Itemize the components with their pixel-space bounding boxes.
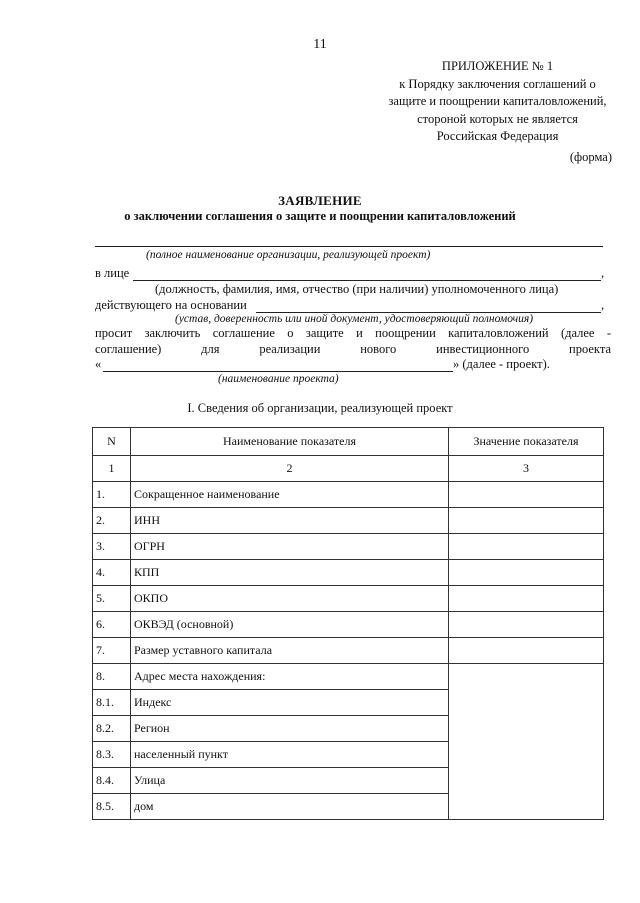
header-indicator-value: Значение показателя [449,428,604,456]
comma-2: , [601,298,605,312]
row-value-cell[interactable] [449,534,604,560]
row-name: КПП [131,560,449,586]
header-number: N [93,428,131,456]
request-word: капиталовложений [448,326,549,340]
annex-line-4: стороной которых не является [417,111,578,126]
document-subtitle: о заключении соглашения о защите и поощрении капиталовложений [124,209,516,223]
row-number: 4. [93,560,131,586]
table-row [93,586,604,612]
position-note: (должность, фамилия, имя, отчество (при наличии) уполномоченного лица) [155,282,559,296]
request-word: соглашение) [95,342,162,356]
in-person-label: в лице [95,266,130,280]
row-number: 2. [93,508,131,534]
annex-line-1: ПРИЛОЖЕНИЕ № 1 [441,59,554,73]
row-number: 5. [93,586,131,612]
address-value-cell[interactable] [449,664,604,820]
request-line-2 [95,342,611,357]
request-word: соглашение [212,326,275,340]
row-number: 8.2. [93,716,131,742]
row-value-cell[interactable] [449,586,604,612]
request-word: поощрении [375,326,436,340]
comma-1: , [601,266,605,280]
row-value-cell[interactable] [449,638,604,664]
request-word: для [201,342,220,356]
request-word: инвестиционного [436,342,530,356]
row-name: Индекс [131,690,449,716]
table-row [93,508,604,534]
project-name-note: (наименование проекта) [218,373,339,385]
row-name: Размер уставного капитала [131,638,449,664]
row-number: 8. [93,664,131,690]
request-word: - [606,326,611,340]
request-word: защите [305,326,344,340]
row-value-cell[interactable] [449,482,604,508]
row-number: 3. [93,534,131,560]
row-name: ОГРН [131,534,449,560]
row-number: 1. [93,482,131,508]
org-name-note: (полное наименование организации, реализующей проект) [146,249,431,261]
annex-header [380,58,615,146]
column-number: 3 [449,456,604,482]
row-value-cell[interactable] [449,560,604,586]
page-number: 11 [313,37,327,52]
row-name: Регион [131,716,449,742]
row-name: ОКПО [131,586,449,612]
row-number: 8.4. [93,768,131,794]
quote-close: » (далее - проект). [453,357,550,371]
row-name: ИНН [131,508,449,534]
row-name: Адрес места нахождения: [131,664,449,690]
header-indicator-name: Наименование показателя [131,428,449,456]
column-number: 2 [131,456,449,482]
section-title: I. Сведения об организации, реализующей проект [187,401,453,415]
acting-basis-label: действующего на основании [95,298,247,312]
document-title: ЗАЯВЛЕНИЕ [278,193,362,208]
row-name: дом [131,794,449,820]
row-name: населенный пункт [131,742,449,768]
basis-note: (устав, доверенность или иной документ, удостоверяющий полномочия) [175,313,534,325]
column-number: 1 [93,456,131,482]
annex-line-2: к Порядку заключения соглашений о [399,76,596,91]
row-name: Сокращенное наименование [131,482,449,508]
row-name: Улица [131,768,449,794]
project-name-blank-line[interactable] [103,371,453,372]
table-row [93,612,604,638]
row-number: 7. [93,638,131,664]
annex-line-5: Российская Федерация [436,129,559,143]
request-word: проекта [569,342,611,356]
organization-info-table [92,427,604,820]
row-number: 8.3. [93,742,131,768]
annex-line-3: защите и поощрении капиталовложений, [388,94,607,108]
row-value-cell[interactable] [449,508,604,534]
row-number: 6. [93,612,131,638]
table-row [93,664,604,690]
in-person-blank-line[interactable] [133,280,601,281]
request-word: (далее [560,326,595,340]
request-word: заключить [144,326,201,340]
row-name: ОКВЭД (основной) [131,612,449,638]
request-word: о [287,326,294,340]
table-row [93,560,604,586]
request-line-1 [95,326,611,341]
row-value-cell[interactable] [449,612,604,638]
table-header-row [93,428,604,456]
table-row [93,482,604,508]
org-name-blank-line[interactable] [95,246,603,247]
request-word: реализации [259,342,321,356]
column-number-row [93,456,604,482]
row-number: 8.1. [93,690,131,716]
table-row [93,534,604,560]
form-label: (форма) [569,150,612,164]
table-row [93,638,604,664]
row-number: 8.5. [93,794,131,820]
quote-open: « [95,357,102,371]
request-word: и [356,326,363,340]
request-word: просит [95,326,133,340]
request-word: нового [360,342,397,356]
